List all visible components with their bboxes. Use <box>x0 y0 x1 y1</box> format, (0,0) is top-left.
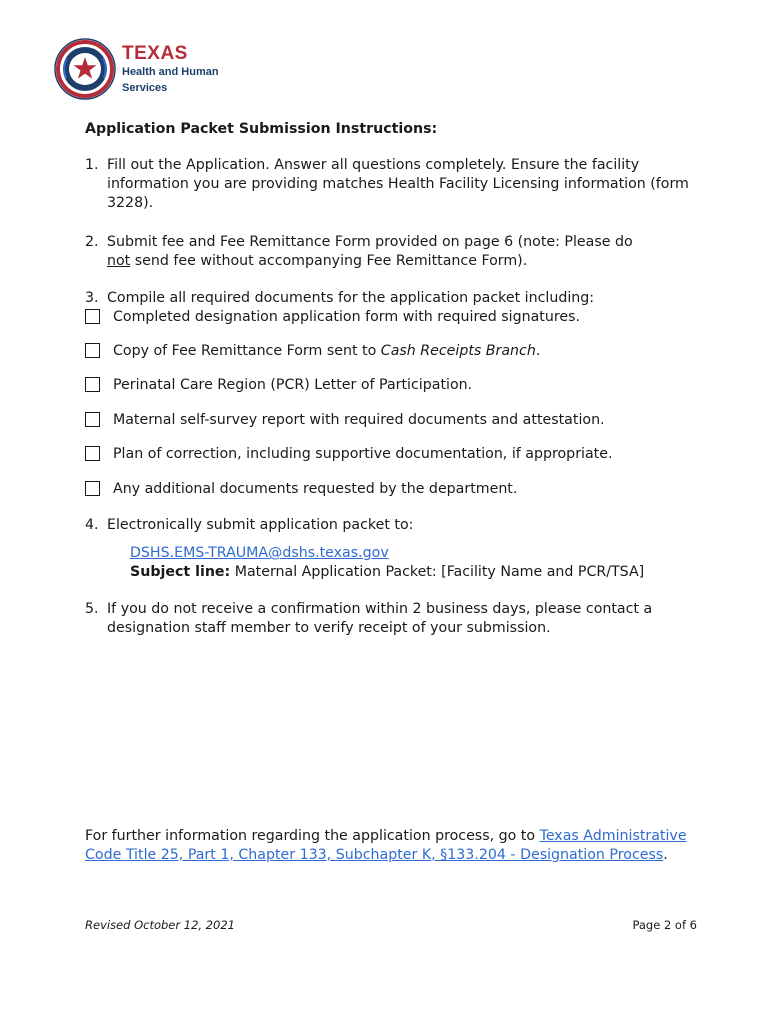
step-text: Fill out the Application. Answer all questions completely. Ensure the facility information you are providing matches Health Facility Licensing information (form 3228). <box>107 157 689 211</box>
checklist-label: Maternal self-survey report with required documents and attestation. <box>113 412 605 428</box>
subject-line <box>130 563 644 582</box>
step-number: 4. <box>85 517 99 533</box>
checklist-label <box>113 342 540 361</box>
logo-subtitle-line2: Services <box>122 82 168 94</box>
step-text: Compile all required documents for the application packet including: <box>107 290 595 306</box>
submission-email-line <box>130 544 389 563</box>
checkbox[interactable] <box>85 309 100 324</box>
texas-seal-icon <box>54 38 116 100</box>
step-text: If you do not receive a confirmation within 2 business days, please contact a designation staff member to verify receipt of your submission. <box>107 601 653 636</box>
step-text-part: Submit fee and Fee Remittance Form provided on page 6 (note: Please do <box>107 234 633 250</box>
step-3 <box>85 289 705 308</box>
subject-line-label: Subject line: <box>130 564 231 580</box>
step-number: 1. <box>85 157 99 173</box>
logo-wordmark <box>122 44 219 95</box>
subject-line-text: Maternal Application Packet: [Facility Name and PCR/TSA] <box>230 564 645 580</box>
step-2 <box>85 233 705 271</box>
checklist-label-italic: Cash Receipts Branch <box>380 343 536 359</box>
page-number: Page 2 of 6 <box>632 918 697 932</box>
further-information <box>85 827 695 865</box>
logo-subtitle-line1: Health and Human <box>122 66 219 78</box>
step-text: Electronically submit application packet to: <box>107 517 414 533</box>
step-text <box>107 233 705 271</box>
checkbox[interactable] <box>85 481 100 496</box>
checkbox[interactable] <box>85 412 100 427</box>
hhs-logo <box>54 38 234 102</box>
checklist-label-part: Copy of Fee Remittance Form sent to <box>113 343 381 359</box>
submission-email-link[interactable]: DSHS.EMS-TRAUMA@dshs.texas.gov <box>130 545 389 561</box>
emphasis-not: not <box>107 253 131 269</box>
page-title: Application Packet Submission Instructions: <box>85 121 438 137</box>
checklist-label: Plan of correction, including supportive documentation, if appropriate. <box>113 446 613 462</box>
checkbox[interactable] <box>85 343 100 358</box>
tac-link[interactable]: Texas Administrative Code Title 25, Part 1, Chapter 133, Subchapter K, §133.204 - Designation Process <box>85 828 687 863</box>
step-number: 5. <box>85 601 99 617</box>
step-5 <box>85 600 705 638</box>
checklist-label: Perinatal Care Region (PCR) Letter of Participation. <box>113 377 473 393</box>
step-4 <box>85 516 705 535</box>
checkbox[interactable] <box>85 377 100 392</box>
checklist-label-part: . <box>535 343 541 359</box>
revision-date: Revised October 12, 2021 <box>85 918 235 932</box>
checklist-label: Any additional documents requested by the department. <box>113 481 518 497</box>
step-number: 3. <box>85 290 99 306</box>
step-number: 2. <box>85 234 99 250</box>
further-information-text: For further information regarding the application process, go to <box>85 828 540 844</box>
checkbox[interactable] <box>85 446 100 461</box>
step-1 <box>85 156 705 213</box>
checklist-label: Completed designation application form with required signatures. <box>113 309 580 325</box>
step-text-part: send fee without accompanying Fee Remittance Form). <box>130 253 528 269</box>
further-information-end: . <box>663 847 668 863</box>
logo-texas-text: TEXAS <box>122 43 188 64</box>
